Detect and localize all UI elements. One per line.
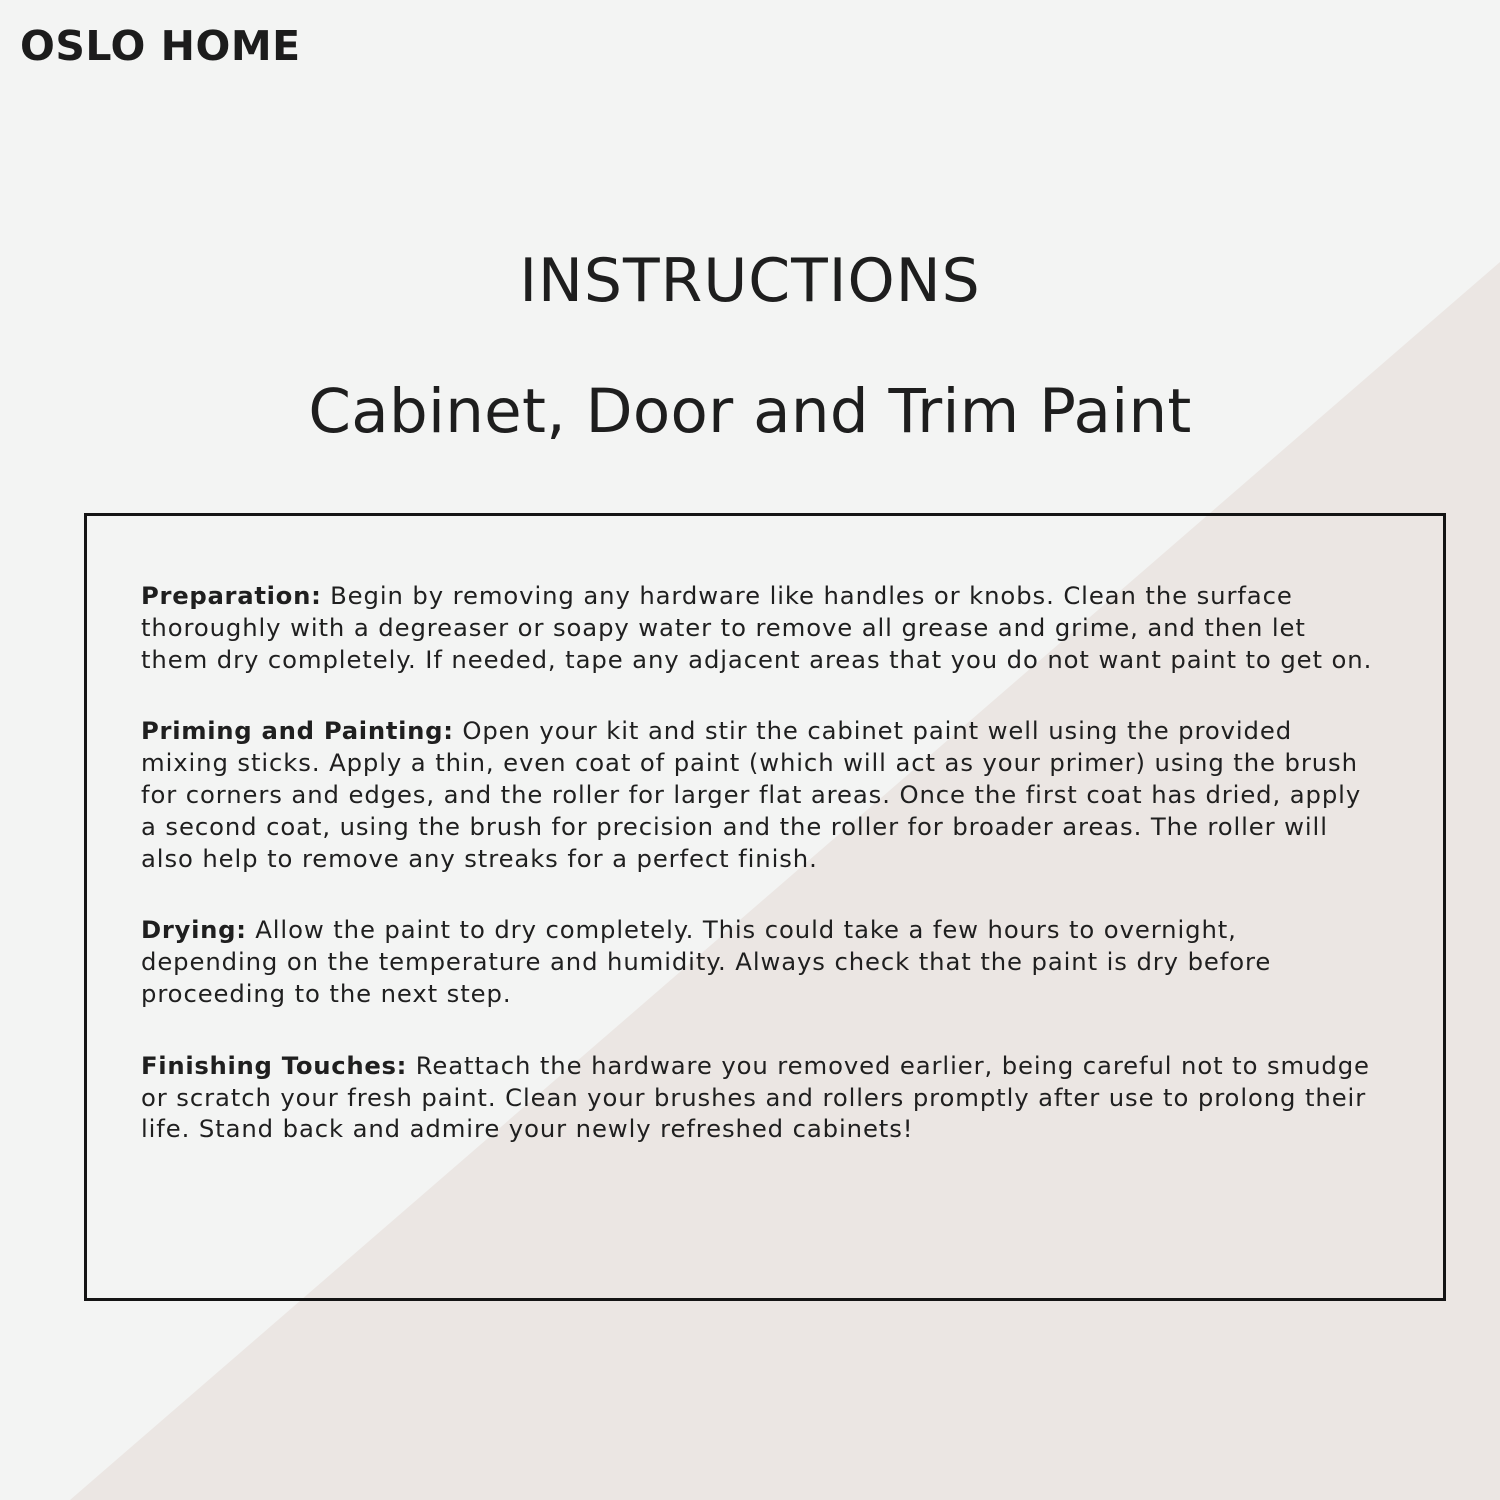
brand-logo: OSLO HOME xyxy=(20,22,301,70)
section-text: Allow the paint to dry completely. This could take a few hours to overnight, depending on the temperature and humidity. Always check that the paint is dry before proceeding to the next step. xyxy=(141,915,1272,1008)
section-text: Reattach the hardware you removed earlier, being careful not to smudge or scratch your fresh paint. Clean your brushes and rollers promptly after use to prolong their life. Stand back and admire your newly refreshed cabinets! xyxy=(141,1050,1370,1144)
instructions-content xyxy=(141,580,1381,1185)
page-title: INSTRUCTIONS xyxy=(519,246,981,316)
product-subtitle: Cabinet, Door and Trim Paint xyxy=(308,376,1192,447)
section-text: Begin by removing any hardware like handles or knobs. Clean the surface thoroughly with a degreaser or soapy water to remove all grease and grime, and then let them dry completely. If needed, tape any adjacent areas that you do not want paint to get on. xyxy=(141,581,1373,674)
section-text: Open your kit and stir the cabinet paint well using the provided mixing sticks. Apply a thin, even coat of paint (which will act as your primer) using the brush for corners and edges, and the roller for larger flat areas. Once the first coat has dried, apply a second coat, using the brush for precision and the roller for broader areas. The roller will also help to remove any streaks for a perfect finish. xyxy=(141,716,1362,873)
section-drying xyxy=(141,914,1381,1009)
section-priming-and-painting xyxy=(141,715,1381,874)
section-label: Preparation: xyxy=(141,581,322,610)
section-preparation xyxy=(141,580,1381,675)
section-label: Drying: xyxy=(141,915,247,945)
section-label: Priming and Painting: xyxy=(141,716,454,746)
section-label: Finishing Touches: xyxy=(141,1050,408,1080)
section-finishing-touches xyxy=(141,1050,1381,1145)
